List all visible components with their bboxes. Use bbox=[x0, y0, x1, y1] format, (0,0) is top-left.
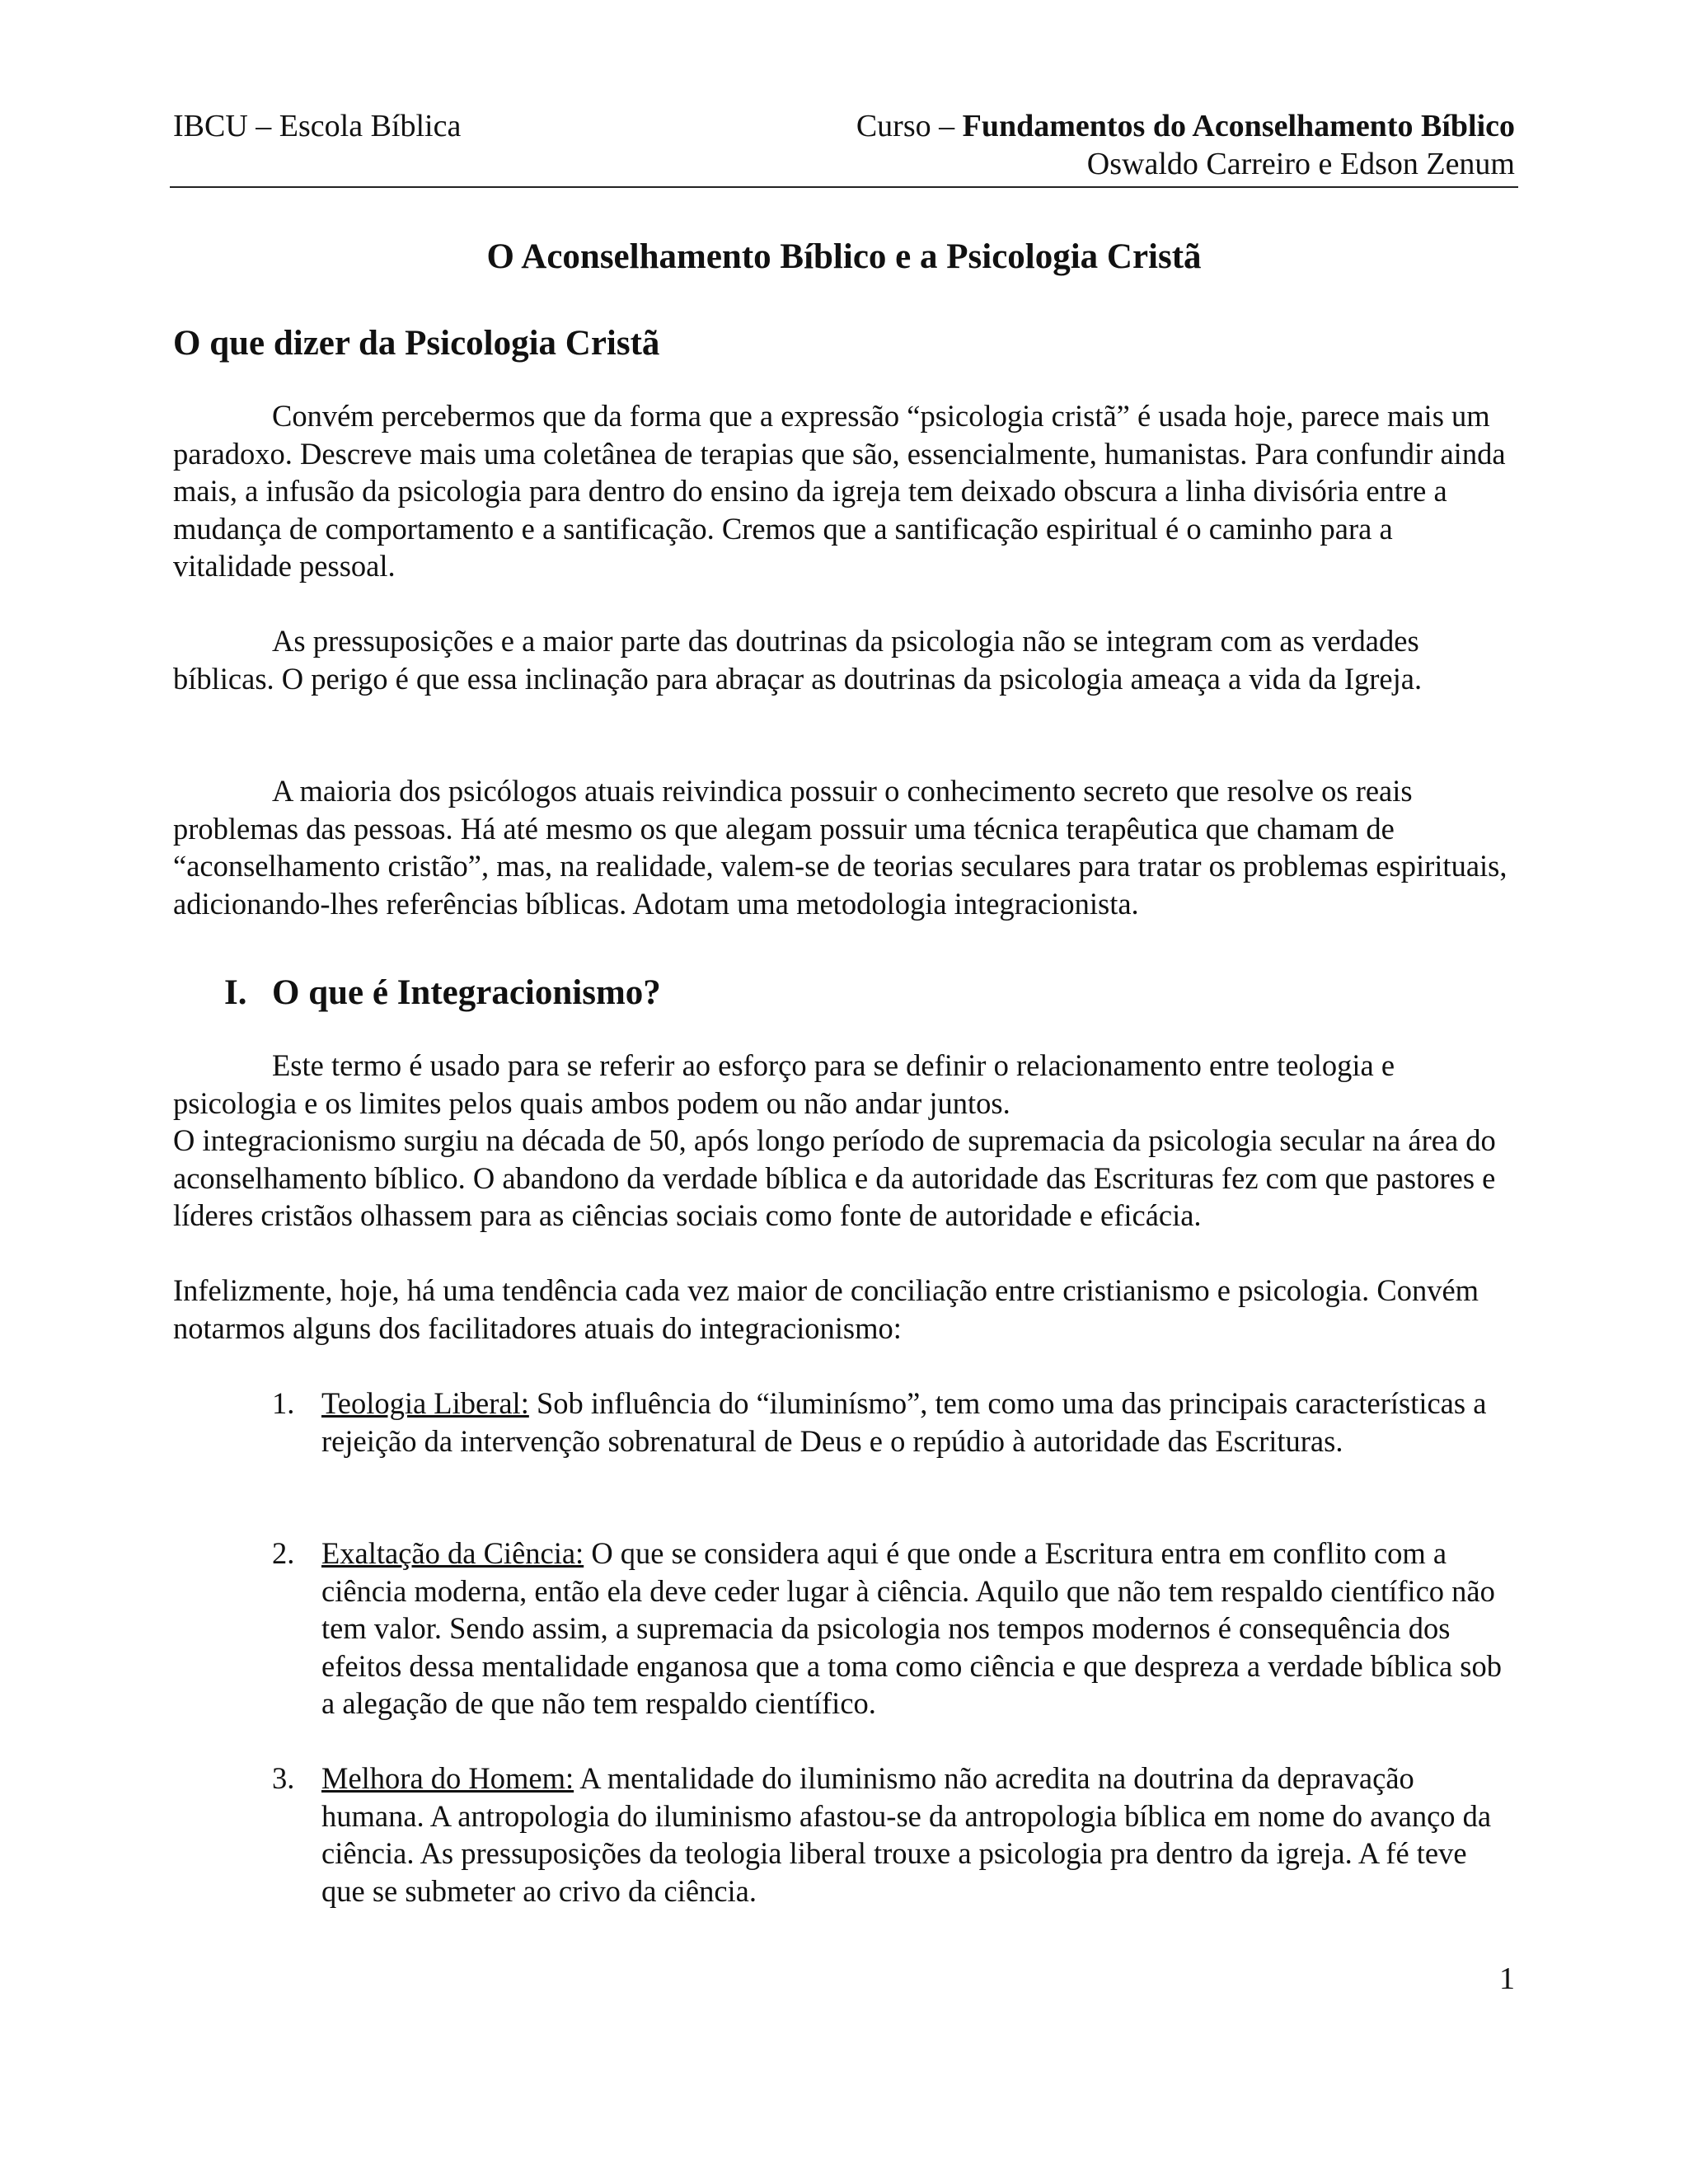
list-item-marker: 1. bbox=[272, 1386, 295, 1420]
header-course bbox=[856, 107, 1515, 145]
page-number: 1 bbox=[1499, 1961, 1515, 1996]
subsection-number: I. bbox=[224, 973, 247, 1012]
header-course-block bbox=[856, 107, 1515, 183]
subsection-body: O integracionismo surgiu na década de 50, após longo período de supremacia da psicologia secular na área do aconselhamento bíblico. O abandono da verdade bíblica e da autoridade das Escrituras fez com que pastores e líderes cristãos olhassem para as ciências sociais como fonte de autoridade e eficácia. bbox=[173, 1123, 1496, 1232]
header-authors: Oswaldo Carreiro e Edson Zenum bbox=[1086, 147, 1515, 181]
paragraph-1: Convém percebermos que da forma que a expressão “psicologia cristã” é usada hoje, parece mais um paradoxo. Descreve mais uma coletânea de terapias que são, essencialmente, humanistas. Para confundir ainda mais, a infusão da psicologia para dentro do ensino da igreja tem deixado obscura a linha divisória entre a mudança de comportamento e a santificação. Cremos que a santificação espiritual é o caminho para a vitalidade pessoal. bbox=[173, 399, 1506, 583]
list-item-term: Exaltação da Ciência: bbox=[321, 1536, 584, 1570]
subsection-closing: Infelizmente, hoje, há uma tendência cada vez maior de conciliação entre cristianismo e psicologia. Convém notarmos alguns dos facilitadores atuais do integracionismo: bbox=[173, 1273, 1479, 1345]
list-item-text: Sob influência do “iluminísmo”, tem como uma das principais características a rejeição da intervenção sobrenatural de Deus e o repúdio à autoridade das Escrituras. bbox=[321, 1386, 1487, 1458]
list-item-term: Teologia Liberal: bbox=[321, 1386, 529, 1420]
list-item bbox=[272, 1385, 1517, 1460]
header-school: IBCU – Escola Bíblica bbox=[173, 109, 462, 143]
section-heading: O que dizer da Psicologia Cristã bbox=[173, 324, 660, 363]
header-course-name: Fundamentos do Aconselhamento Bíblico bbox=[962, 109, 1515, 143]
list-item-marker: 2. bbox=[272, 1536, 295, 1570]
list-item bbox=[272, 1535, 1517, 1722]
subsection-title: O que é Integracionismo? bbox=[272, 973, 661, 1012]
subsection-heading bbox=[224, 971, 661, 1015]
paragraph-3: A maioria dos psicólogos atuais reivindica possuir o conhecimento secreto que resolve os reais problemas das pessoas. Há até mesmo os que alegam possuir uma técnica terapêutica que chamam de “aconselhamento cristão”, mas, na realidade, valem-se de teorias seculares para tratar os problemas espirituais, adicionando-lhes referências bíblicas. Adotam uma metodologia integracionista. bbox=[173, 774, 1507, 921]
document-title: O Aconselhamento Bíblico e a Psicologia Cristã bbox=[486, 237, 1202, 276]
list-item-text: O que se considera aqui é que onde a Escritura entra em conflito com a ciência moderna, então ela deve ceder lugar à ciência. Aquilo que não tem respaldo científico não tem valor. Sendo assim, a supremacia da psicologia nos tempos modernos é consequência dos efeitos dessa mentalidade enganosa que a toma como ciência e que despreza a verdade bíblica sob a alegação de que não tem respaldo científico. bbox=[321, 1536, 1503, 1720]
header-course-prefix: Curso – bbox=[856, 109, 963, 143]
header-divider bbox=[170, 186, 1518, 188]
list-item-text: A mentalidade do iluminismo não acredita na doutrina da depravação humana. A antropologia do iluminismo afastou-se da antropologia bíblica em nome do avanço da ciência. As pressuposições da teologia liberal trouxe a psicologia pra dentro da igreja. A fé teve que se submeter ao crivo da ciência. bbox=[321, 1761, 1492, 1908]
subsection-intro: Este termo é usado para se referir ao esforço para se definir o relacionamento entre teologia e psicologia e os limites pelos quais ambos podem ou não andar juntos. bbox=[173, 1048, 1395, 1120]
list-item-marker: 3. bbox=[272, 1761, 295, 1795]
list-item-term: Melhora do Homem: bbox=[321, 1761, 574, 1795]
list-item bbox=[272, 1760, 1517, 1910]
paragraph-2: As pressuposições e a maior parte das doutrinas da psicologia não se integram com as verdades bíblicas. O perigo é que essa inclinação para abraçar as doutrinas da psicologia ameaça a vida da Igreja. bbox=[173, 624, 1423, 696]
